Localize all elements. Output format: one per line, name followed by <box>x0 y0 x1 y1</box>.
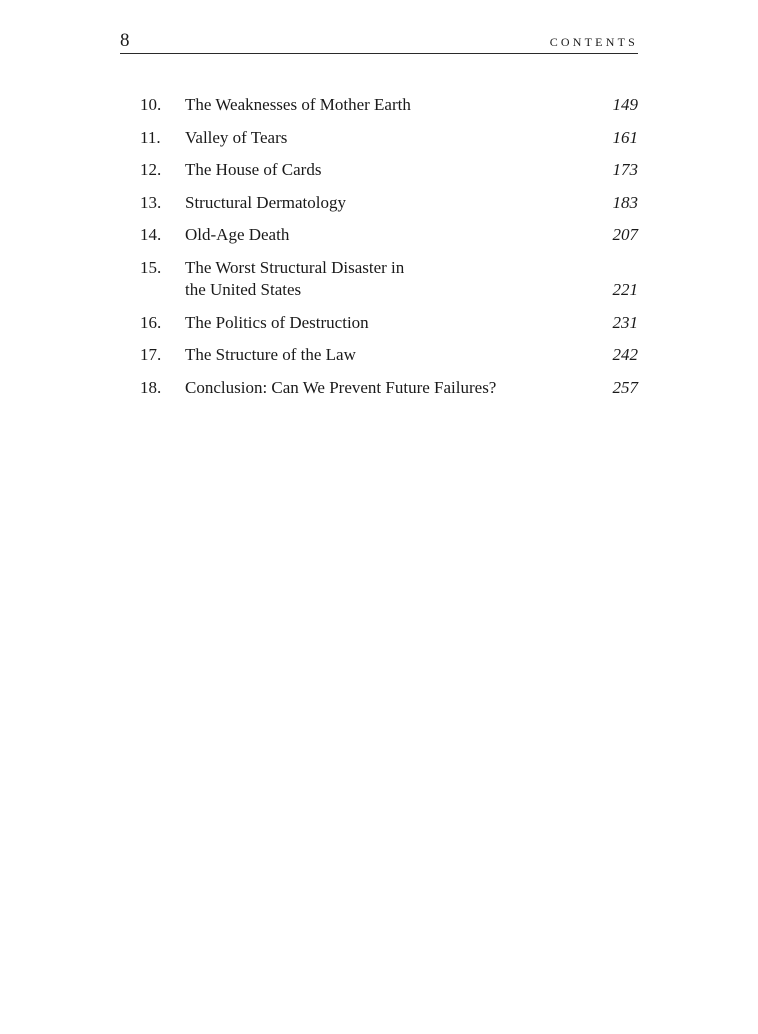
chapter-page-number: 257 <box>612 377 638 397</box>
chapter-title: The Worst Structural Disaster in the United States <box>185 257 405 299</box>
header-rule <box>120 53 638 54</box>
chapter-title: Conclusion: Can We Prevent Future Failures? <box>185 377 497 397</box>
chapter-title: Valley of Tears <box>185 127 288 147</box>
chapter-number: 12. <box>140 160 162 180</box>
page-header <box>120 28 638 54</box>
toc-entry <box>140 159 638 181</box>
toc-entry <box>140 192 638 214</box>
chapter-number: 17. <box>140 345 162 365</box>
chapter-number: 13. <box>140 192 162 212</box>
table-of-contents <box>140 94 638 409</box>
toc-entry <box>140 377 638 399</box>
toc-entry <box>140 127 638 149</box>
chapter-page-number: 183 <box>612 192 638 212</box>
chapter-page-number: 242 <box>612 345 638 365</box>
running-head: CONTENTS <box>549 35 638 49</box>
chapter-title: The House of Cards <box>185 160 322 180</box>
chapter-number: 11. <box>140 127 161 147</box>
chapter-number: 14. <box>140 225 162 245</box>
chapter-page-number: 221 <box>612 279 638 299</box>
chapter-title: Old-Age Death <box>185 225 290 245</box>
chapter-number: 15. <box>140 257 162 277</box>
page-number: 8 <box>120 30 130 51</box>
toc-entry <box>140 257 638 301</box>
chapter-title: The Politics of Destruction <box>185 312 369 332</box>
chapter-number: 16. <box>140 312 162 332</box>
chapter-page-number: 207 <box>612 225 638 245</box>
toc-entry <box>140 344 638 366</box>
chapter-title: Structural Dermatology <box>185 192 346 212</box>
chapter-page-number: 149 <box>612 95 638 114</box>
chapter-page-number: 173 <box>612 160 638 180</box>
chapter-title: The Structure of the Law <box>185 345 356 365</box>
chapter-number: 18. <box>140 377 162 397</box>
chapter-title: The Weaknesses of Mother Earth <box>185 95 411 114</box>
chapter-page-number: 161 <box>612 127 638 147</box>
toc-entry <box>140 224 638 246</box>
toc-entry <box>140 312 638 334</box>
toc-entry <box>140 94 638 116</box>
chapter-page-number: 231 <box>612 312 638 332</box>
chapter-number: 10. <box>140 95 162 114</box>
